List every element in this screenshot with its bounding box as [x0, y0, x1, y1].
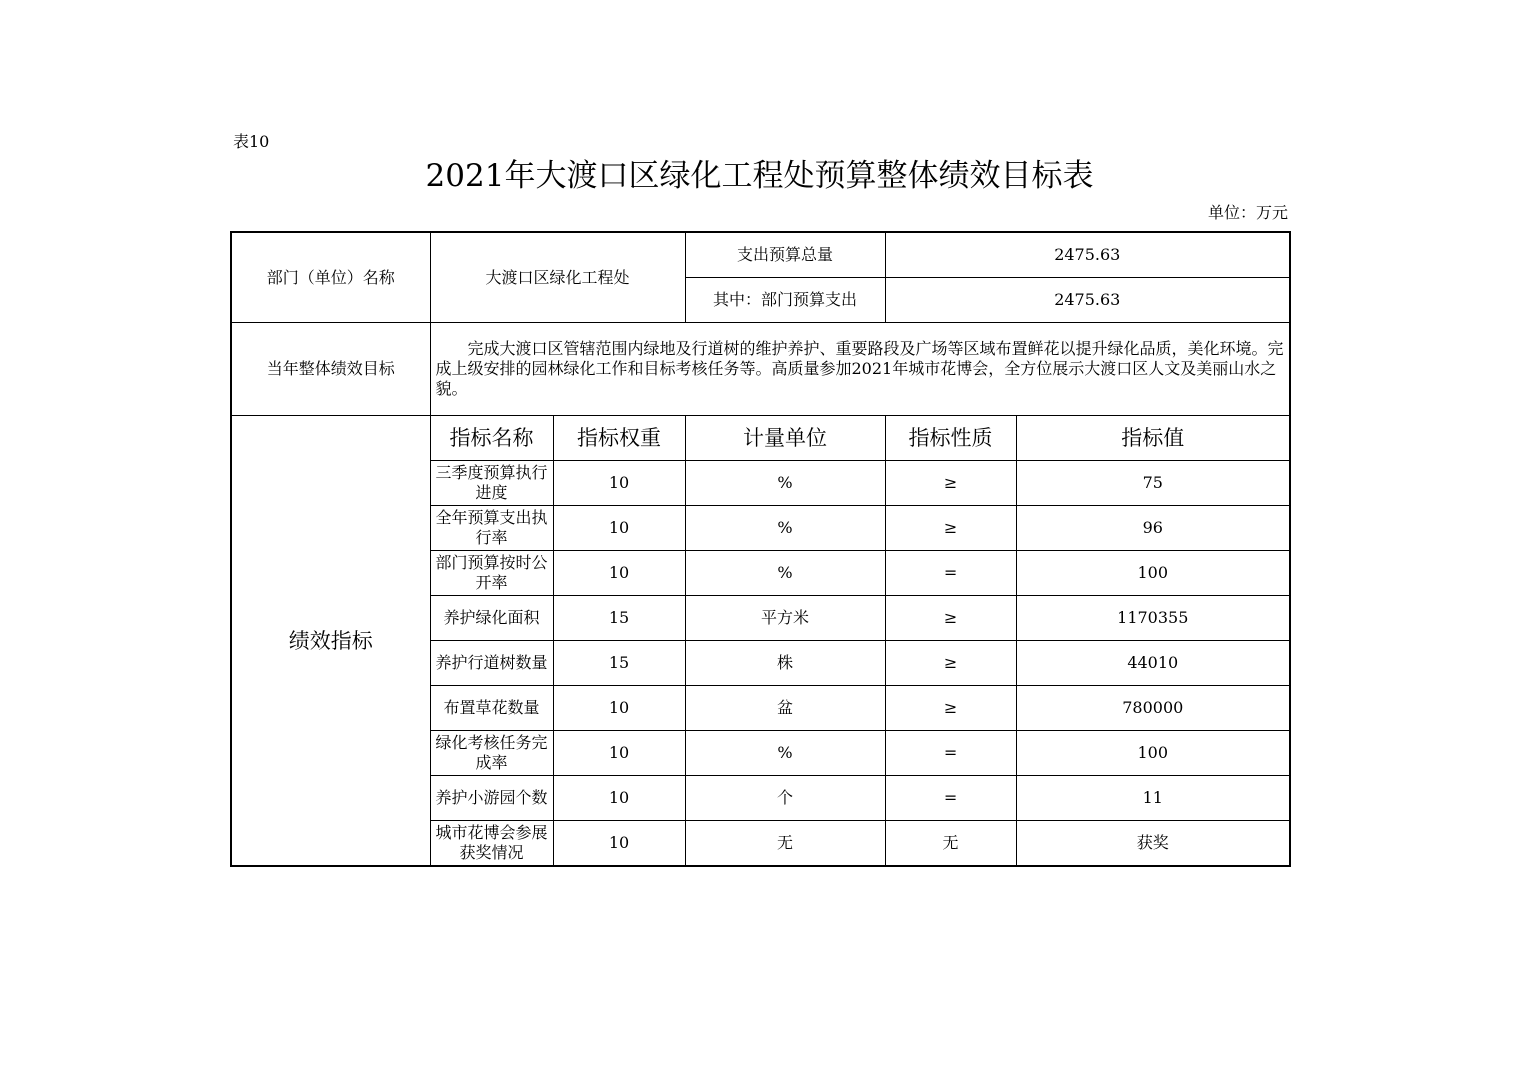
column-header: 指标值	[1016, 416, 1290, 461]
dept-name: 大渡口区绿化工程处	[485, 267, 630, 287]
indicator-header-row	[231, 416, 1290, 461]
table-number: 表10	[233, 132, 270, 151]
budget-total-label: 支出预算总量	[737, 245, 834, 264]
dept-budget-value: 2475.63	[1054, 290, 1121, 309]
document-title: 2021年大渡口区绿化工程处预算整体绩效目标表	[425, 158, 1094, 194]
indicator-nature: ≥	[885, 641, 1016, 686]
indicator-value: 44010	[1016, 641, 1290, 686]
indicator-name: 全年预算支出执行率	[430, 506, 553, 551]
indicator-weight: 15	[553, 641, 685, 686]
dept-budget-value-cell	[885, 278, 1290, 323]
indicator-weight: 15	[553, 596, 685, 641]
dept-label-cell	[231, 232, 430, 323]
indicator-weight: 10	[553, 731, 685, 776]
goal-label-cell	[231, 323, 430, 416]
dept-budget-label: 其中：部门预算支出	[713, 290, 858, 309]
indicator-nature: ≥	[885, 506, 1016, 551]
indicator-weight: 10	[553, 821, 685, 867]
indicator-weight: 10	[553, 461, 685, 506]
indicator-value: 96	[1016, 506, 1290, 551]
indicator-unit: 平方米	[685, 596, 885, 641]
goal-row	[231, 323, 1290, 416]
indicator-section-cell	[231, 416, 430, 867]
indicator-value: 780000	[1016, 686, 1290, 731]
budget-total-value-cell	[885, 232, 1290, 278]
indicator-value: 75	[1016, 461, 1290, 506]
column-header: 指标名称	[430, 416, 553, 461]
indicator-name: 部门预算按时公开率	[430, 551, 553, 596]
column-header: 指标性质	[885, 416, 1016, 461]
column-header: 指标权重	[553, 416, 685, 461]
indicator-weight: 10	[553, 686, 685, 731]
indicator-nature: ≥	[885, 596, 1016, 641]
indicator-unit: 株	[685, 641, 885, 686]
indicator-unit: %	[685, 551, 885, 596]
indicator-value: 11	[1016, 776, 1290, 821]
indicator-unit: %	[685, 461, 885, 506]
indicator-name: 绿化考核任务完成率	[430, 731, 553, 776]
indicator-value: 100	[1016, 551, 1290, 596]
performance-target-table	[230, 231, 1291, 867]
indicator-name: 养护绿化面积	[430, 596, 553, 641]
indicator-weight: 10	[553, 551, 685, 596]
indicator-nature: =	[885, 776, 1016, 821]
indicator-value: 1170355	[1016, 596, 1290, 641]
dept-budget-label-cell	[685, 278, 885, 323]
goal-text-cell	[430, 323, 1290, 416]
dept-name-cell	[430, 232, 685, 323]
indicator-nature: ≥	[885, 686, 1016, 731]
indicator-unit: %	[685, 506, 885, 551]
column-header: 计量单位	[685, 416, 885, 461]
unit-label: 单位：万元	[1207, 203, 1288, 222]
indicator-name: 城市花博会参展获奖情况	[430, 821, 553, 867]
budget-total-label-cell	[685, 232, 885, 278]
indicator-value: 获奖	[1016, 821, 1290, 867]
indicator-nature: =	[885, 551, 1016, 596]
indicator-weight: 10	[553, 506, 685, 551]
indicator-name: 布置草花数量	[430, 686, 553, 731]
indicator-nature: 无	[885, 821, 1016, 867]
indicator-nature: ≥	[885, 461, 1016, 506]
indicator-weight: 10	[553, 776, 685, 821]
indicator-unit: 个	[685, 776, 885, 821]
indicator-unit: %	[685, 731, 885, 776]
indicator-value: 100	[1016, 731, 1290, 776]
goal-text: 完成大渡口区管辖范围内绿地及行道树的维护养护、重要路段及广场等区域布置鲜花以提升绿化品质，美化环境。完成上级安排的园林绿化工作和目标考核任务等。高质量参加2021年城市花博会，全方位展示大渡口区人文及美丽山水之貌。	[435, 339, 1284, 398]
indicator-unit: 无	[685, 821, 885, 867]
indicator-name: 养护行道树数量	[430, 641, 553, 686]
budget-total-value: 2475.63	[1054, 245, 1121, 264]
indicator-nature: =	[885, 731, 1016, 776]
info-row-budget-total	[231, 232, 1290, 278]
dept-label: 部门（单位）名称	[266, 267, 395, 287]
indicator-unit: 盆	[685, 686, 885, 731]
indicator-section-label: 绩效指标	[288, 628, 373, 653]
indicator-name: 养护小游园个数	[430, 776, 553, 821]
goal-label: 当年整体绩效目标	[266, 359, 395, 378]
indicator-name: 三季度预算执行进度	[430, 461, 553, 506]
